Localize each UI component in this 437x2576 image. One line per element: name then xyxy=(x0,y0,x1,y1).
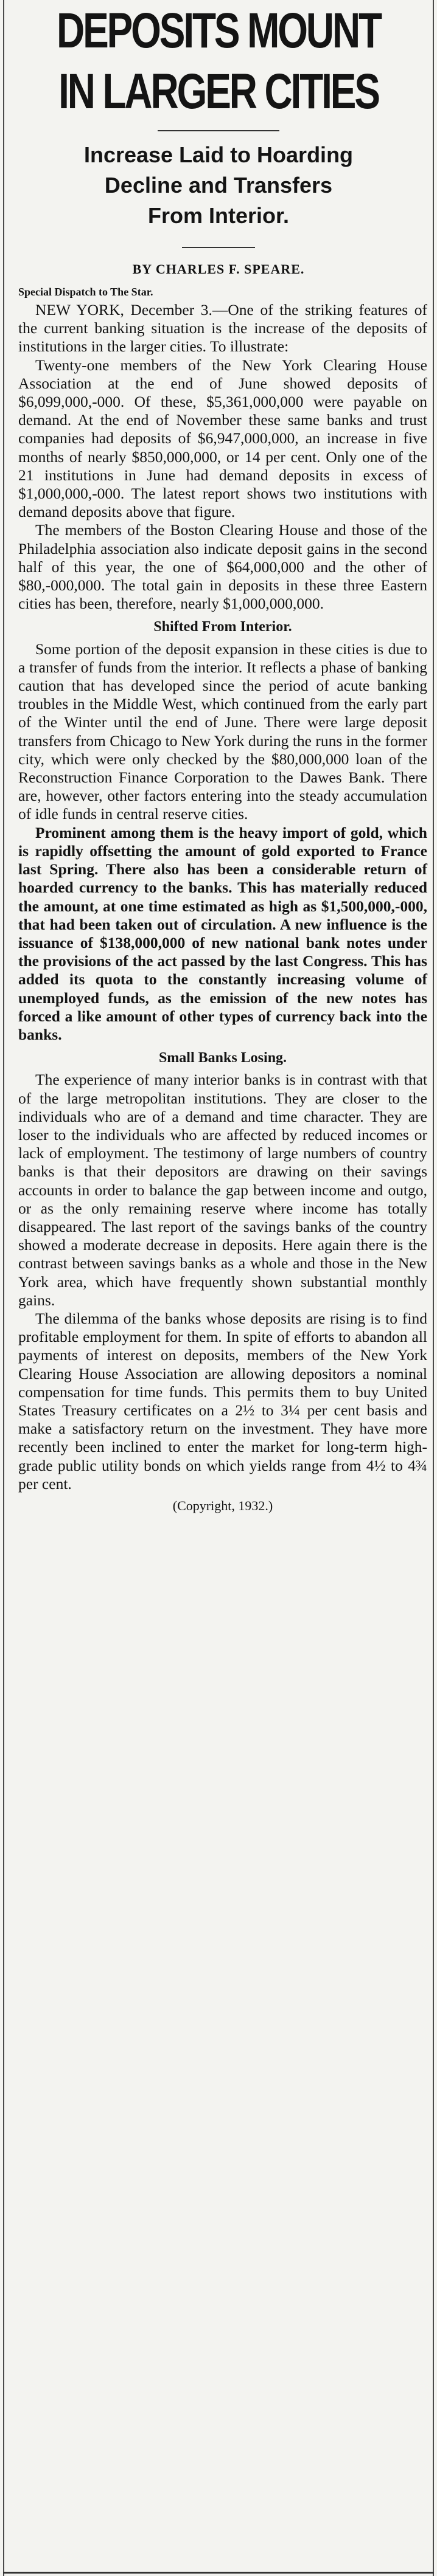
column-rule-left xyxy=(3,0,4,2576)
headline-line-2: IN LARGER CITIES xyxy=(58,64,379,119)
dispatch-line: Special Dispatch to The Star. xyxy=(18,286,153,298)
deck-line-3: From Interior. xyxy=(147,203,290,228)
paragraph: The dilemma of the banks whose deposits are rising is to find profitable employment for them. In spite of efforts to abandon all payments of interest on deposits, members of the New York Clearing House Association are allowing depositors a nominal compensation for time funds. This permits them to buy United States Treasury certificates on a 2½ to 3¼ per cent basis and make a satisfactory return on the investment. They have more recently been inclined to enter the market for long-term high-grade public utility bonds on which yields range from 4½ to 4¾ per cent. xyxy=(18,1309,427,1493)
byline: BY CHARLES F. SPEARE. xyxy=(132,261,305,277)
deck-line-1: Increase Laid to Hoarding xyxy=(83,142,354,167)
paragraph: Twenty-one members of the New York Clearing House Association at the end of June showed deposits of $6,099,000,-000. Of these, $5,361,000,000 were payable on demand. At the end of November these same banks and trust companies had deposits of $6,947,000,000, an increase in five months of nearly $850,000,000, or 14 per cent. Only one of the 21 institutions in June had demand deposits in excess of $1,000,000,-000. The latest report shows two institutions with demand deposits above that figure. xyxy=(18,356,427,521)
paragraph: Some portion of the deposit expansion in these cities is due to a transfer of funds from the interior. It reflects a phase of banking caution that has developed since the period of acute banking troubles in the Middle West, which continued from the early part of the Winter until the end of June. There were large deposit transfers from Chicago to New York during the runs in the former city, which were only checked by the $80,000,000 loan of the Reconstruction Finance Corporation to the Dawes Bank. There are, however, other factors entering into the steady accumulation of idle funds in central reserve cities. xyxy=(18,640,427,823)
subhead-small-banks-losing: Small Banks Losing. xyxy=(158,1050,287,1066)
headline-line-1: DEPOSITS MOUNT xyxy=(56,3,380,58)
bottom-rule xyxy=(3,2572,434,2574)
paragraph: The experience of many interior banks is in contrast with that of the large metropolitan institutions. They are closer to the individuals who are of a demand and time character. They are loser to the individuals who are affected by reduced incomes or lack of employment. The testimony of large numbers of country banks is that their depositors are drawing on their savings accounts in order to balance the gap between income and outgo, or as the only remaining reserve where income has totally disappeared. The last report of the savings banks of the country showed a moderate decrease in deposits. Here again there is the contrast between savings banks as a whole and those in the New York area, which have frequently shown substantial monthly gains. xyxy=(18,1071,427,1309)
paragraph: The members of the Boston Clearing House and those of the Philadelphia association also indicate deposit gains in the second half of this year, the one of $64,000,000 and the other of $80,-000,000. The total gain in deposits in these three Eastern cities has been, therefore, nearly $1,000,000,000. xyxy=(18,521,427,613)
column-rule-right xyxy=(433,0,434,2576)
copyright-line: (Copyright, 1932.) xyxy=(172,1498,273,1513)
paragraph: Prominent among them is the heavy import of gold, which is rapidly offsetting the amount of gold exported to France last Spring. There also has been a considerable return of hoarded currency to the banks. This has materially reduced the amount, at one time estimated as high as $1,500,000,-000, that had been taken out of circulation. A new influence is the issuance of $138,000,000 of new national bank notes under the provisions of the act passed by the last Congress. This has added its quota to the constantly increasing volume of unemployed funds, as the emission of the new notes has forced a like amount of other types of currency back into the banks. xyxy=(18,823,427,1043)
subhead-shifted-from-interior: Shifted From Interior. xyxy=(153,619,292,635)
deck-line-2: Decline and Transfers xyxy=(104,173,333,198)
deck-headline xyxy=(11,140,426,231)
headline xyxy=(0,0,437,117)
byline-divider xyxy=(182,247,255,248)
paragraph: NEW YORK, December 3.—One of the striking features of the current banking situation is the increase of the deposits of institutions in the larger cities. To illustrate: xyxy=(18,301,427,356)
deck-divider xyxy=(158,130,279,131)
article-body xyxy=(18,301,427,1515)
